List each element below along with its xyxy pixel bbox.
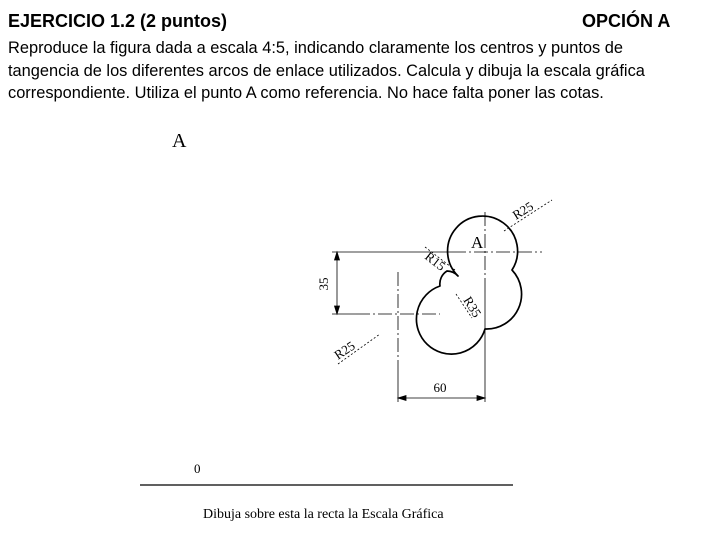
figure-outline (416, 216, 521, 354)
statement-line-1: Reproduce la figura dada a escala 4:5, indicando claramente los centros y puntos de (8, 39, 624, 57)
dimension-arrow-bottom (335, 306, 340, 314)
dimension-arrow-top (335, 252, 340, 260)
radius-bottom-label: R25 (331, 337, 358, 363)
dimension-arrow-left (398, 396, 406, 401)
vertical-dimension (335, 252, 340, 314)
scale-zero-label: 0 (194, 461, 201, 476)
scale-instruction: Dibuja sobre esta la recta la Escala Gráfica (203, 507, 444, 522)
vertical-dimension-label: 35 (316, 277, 331, 291)
extension-lines (332, 252, 485, 402)
radius-top-label: R25 (509, 198, 536, 223)
horizontal-dimension (398, 396, 485, 401)
option-label: OPCIÓN A (582, 11, 671, 31)
radius-upper-link-label: R15 (422, 248, 449, 274)
dimension-arrow-right (477, 396, 485, 401)
center-a-label: A (471, 233, 484, 252)
statement-line-2: tangencia de los diferentes arcos de enlace utilizados. Calcula y dibuja la escala gráfica (8, 61, 645, 80)
reference-point-label: A (172, 130, 187, 152)
radius-lower-link-label: R35 (460, 293, 485, 320)
exercise-title: EJERCICIO 1.2 (2 puntos) (8, 11, 228, 31)
horizontal-dimension-label: 60 (433, 380, 447, 395)
statement-line-3: correspondiente. Utiliza el punto A como referencia. No hace falta poner las cotas. (8, 84, 604, 102)
